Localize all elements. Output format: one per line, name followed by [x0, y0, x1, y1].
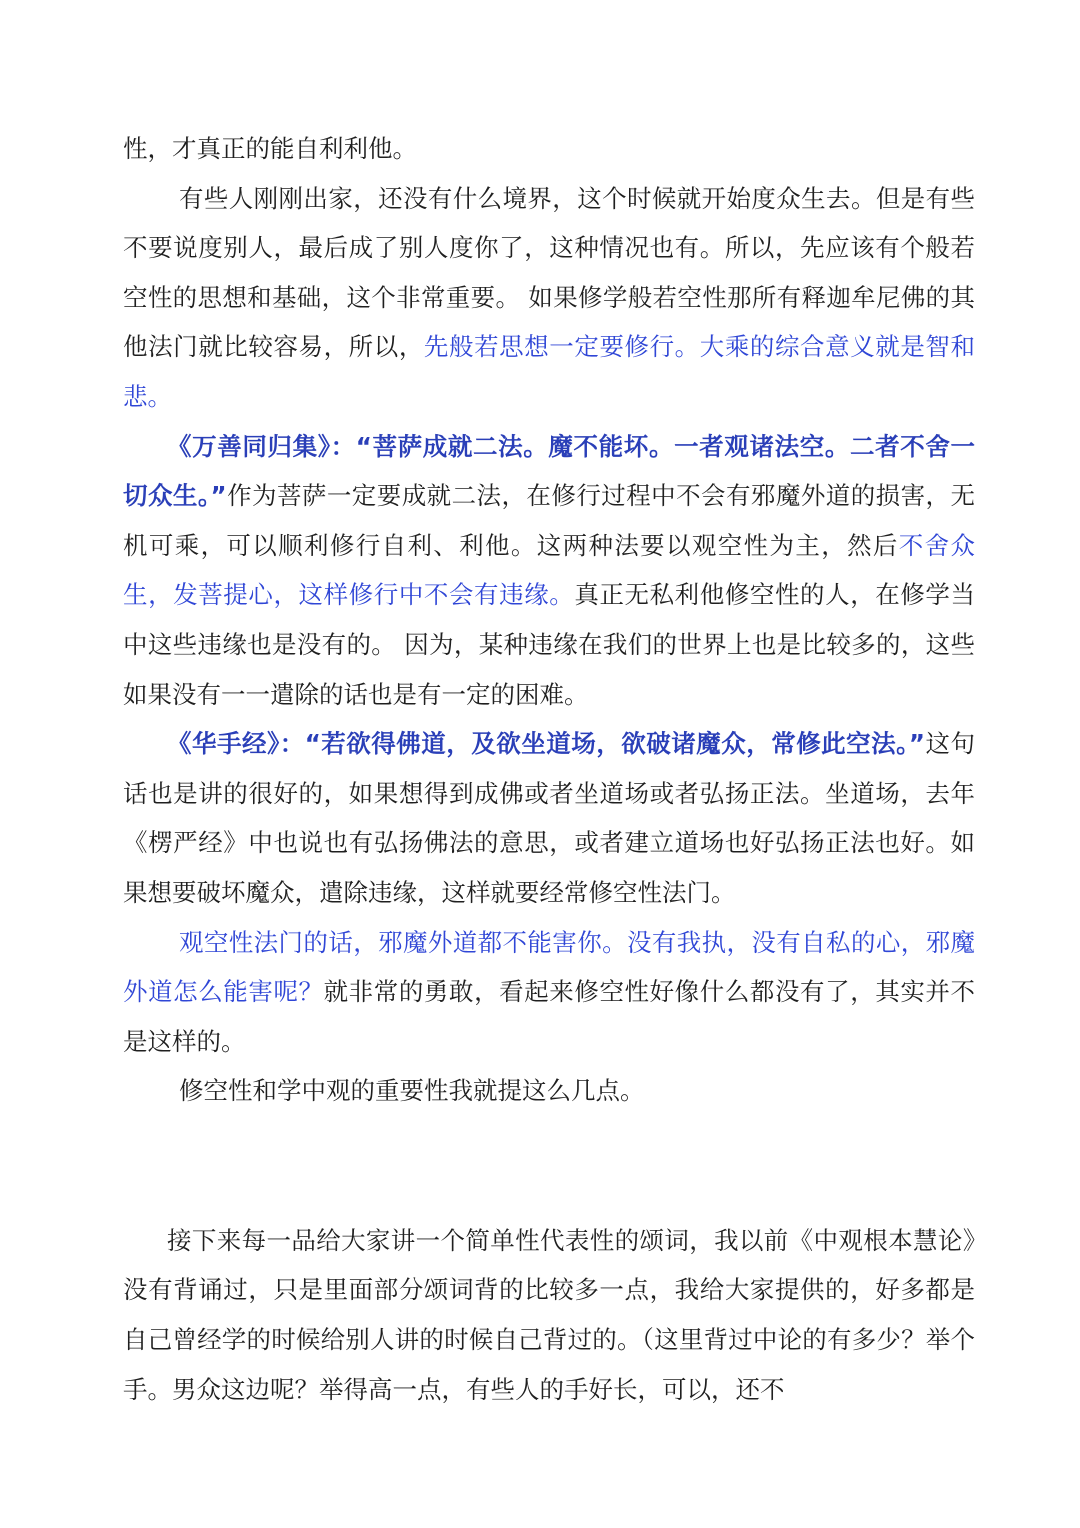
paragraph-text: 接下来每一品给大家讲一个简单性代表性的颂词，我以前《中观根本慧论》没有背诵过，只是里面部分颂词背的比较多一点，我给大家提供的，好多都是自己曾经学的时候给别人讲的时候自己背过的。（这里背过中论的有多少？举个手。男众这边呢？举得高一点，有些人的手好长，可以，还不 — [123, 1225, 975, 1404]
paragraph-text: 作为菩萨一定要成就二法，在修行过程中不会有邪魔外道的损害，无机可乘，可以顺利修行自利、利他。这两种法要以观空性为主，然后 — [123, 481, 975, 560]
highlighted-text: 观空性法门的话，邪魔外道都不能害你。没有我执，没有自私的心，邪魔外道怎么能害呢？ — [123, 927, 975, 1007]
paragraph-summary — [123, 1066, 975, 1116]
paragraph-wanshan-quote — [123, 422, 975, 720]
paragraph-text: 真正无私利他修空性的人，在修学当中这些违缘也是没有的。 因为，某种违缘在我们的世界上也是比较多的，这些如果没有一一遣除的话也是有一定的困难。 — [123, 580, 976, 709]
document-body — [123, 124, 975, 1414]
paragraph-text: 有些人刚刚出家，还没有什么境界，这个时候就开始度众生去。但是有些不要说度别人，最后成了别人度你了，这种情况也有。所以，先应该有个般若空性的思想和基础，这个非常重要。 如果修学般若空性那所有释迦牟尼佛的其他法门就比较容易，所以， — [123, 183, 975, 362]
paragraph-text: 修空性和学中观的重要性我就提这么几点。 — [179, 1076, 645, 1106]
scripture-quote: 《华手经》：“若欲得佛道，及欲坐道场，欲破诸魔众，常修此空法。” — [167, 729, 926, 759]
paragraph-text: 这句话也是讲的很好的，如果想得到成佛或者坐道场或者弘扬正法。坐道场，去年《楞严经》中也说也有弘扬佛法的意思，或者建立道场也好弘扬正法也好。如果想要破坏魔众，遣除违缘，这样就要经常修空性法门。 — [123, 729, 976, 907]
scripture-quote: 《万善同归集》：“菩萨成就二法。魔不能坏。一者观诸法空。二者不舍一切众生。” — [123, 431, 975, 511]
paragraph-text: 就非常的勇敢，看起来修空性好像什么都没有了，其实并不是这样的。 — [123, 977, 976, 1056]
paragraph-prajna-foundation — [123, 174, 975, 422]
paragraph-emptiness-protection — [123, 918, 975, 1067]
section-gap — [123, 1116, 975, 1216]
paragraph-text: 性，才真正的能自利利他。 — [123, 134, 417, 163]
highlighted-text: 不舍众生，发菩提心，这样修行中不会有违缘。 — [123, 530, 975, 610]
highlighted-text: 先般若思想一定要修行。大乘的综合意义就是智和悲。 — [123, 332, 976, 411]
paragraph-verses-intro — [123, 1216, 975, 1414]
paragraph-continuation — [123, 124, 975, 174]
paragraph-huashou-quote — [123, 719, 975, 917]
